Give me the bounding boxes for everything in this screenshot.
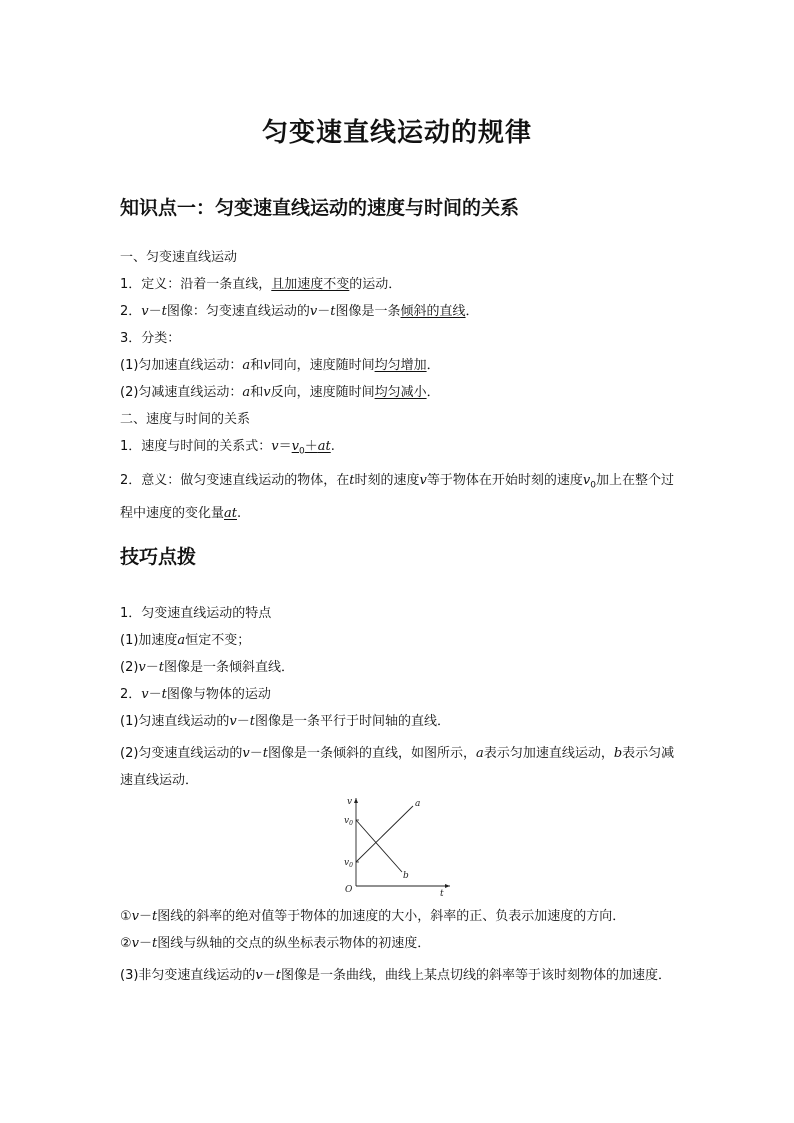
uniform-motion-line	[120, 713, 450, 731]
circled-2: ②	[120, 936, 132, 951]
text: (2)匀变速直线运动的	[120, 746, 243, 761]
subscript-0: 0	[590, 480, 596, 491]
var-v: v	[419, 473, 427, 488]
definition-line	[120, 276, 401, 294]
dec-and: 和	[250, 385, 264, 400]
line-a-label: a	[415, 799, 421, 809]
v-axis-arrow	[354, 798, 358, 803]
var-t: t	[152, 936, 158, 951]
var-v: v	[141, 687, 149, 702]
var-v: v	[263, 358, 271, 373]
meaning-text: 等于物体在开始时刻的速度	[426, 473, 583, 488]
text: (3)非匀变速直线运动的	[120, 968, 256, 983]
acc-end: ．	[426, 358, 440, 373]
t-axis-label: t	[440, 889, 444, 898]
minus: －	[262, 968, 276, 983]
section1-heading: 知识点一：匀变速直线运动的速度与时间的关系	[120, 197, 520, 219]
var-a: a	[177, 633, 186, 648]
feature-text: 恒定不变；	[185, 633, 251, 648]
vt-motion-title	[120, 686, 271, 704]
var-v: v	[131, 936, 140, 951]
v-axis-label: v	[347, 797, 353, 807]
formula-key	[291, 439, 331, 457]
var-a: a	[242, 385, 251, 400]
text: 图线的斜率的绝对值等于物体的加速度的大小，斜率的正、负表示加速度的方向．	[157, 909, 626, 924]
vt-end: ．	[465, 304, 479, 319]
feature-text: 图像是一条倾斜直线．	[164, 660, 295, 675]
uniform-acceleration-line	[120, 357, 440, 375]
tick-sub: 0	[349, 862, 353, 869]
minus: －	[139, 936, 153, 951]
minus: －	[317, 304, 331, 319]
minus: －	[148, 304, 162, 319]
meaning-text: 加上在整个过程中速度的变化量	[120, 473, 675, 521]
variable-motion-paragraph	[120, 740, 676, 794]
minus: －	[139, 909, 153, 924]
circled-1: ①	[120, 909, 132, 924]
var-v: v	[138, 660, 146, 675]
meaning-text: 2．意义：做匀变速直线运动的物体，在	[120, 473, 350, 488]
formula-text: 1．速度与时间的关系式：	[120, 439, 272, 454]
dec-end: ．	[426, 385, 440, 400]
page-title: 匀变速直线运动的规律	[261, 118, 532, 148]
dec-key: 均匀减小	[374, 385, 427, 400]
var-t: t	[152, 909, 158, 924]
var-v: v	[255, 968, 263, 983]
var-t: t	[349, 473, 355, 488]
acc-key: 均匀增加	[374, 358, 427, 373]
line-b	[356, 820, 402, 872]
var-t: t	[158, 660, 165, 675]
t-axis-arrow	[445, 884, 450, 888]
var-t: t	[161, 304, 167, 319]
meaning-text: 时刻的速度	[354, 473, 420, 488]
vt-image-line	[120, 303, 479, 321]
var-a: a	[242, 358, 251, 373]
var-t: t	[262, 746, 269, 761]
upper-tick-label	[344, 816, 353, 827]
var-v: v	[229, 714, 237, 729]
text: 图像是一条倾斜的直线，如图所示，	[268, 746, 477, 761]
meaning-end: .	[237, 505, 242, 521]
vt-num: 2．	[120, 304, 142, 319]
var-v: v	[271, 439, 279, 454]
var-at: at	[317, 439, 331, 454]
text: 图像是一条曲线，曲线上某点切线的斜率等于该时刻物体的加速度．	[281, 968, 672, 983]
conclusion-1-line	[120, 908, 625, 926]
conclusion-2-line	[120, 935, 430, 953]
features-title: 1．匀变速直线运动的特点	[120, 606, 272, 621]
origin-label: O	[345, 885, 353, 895]
minus: －	[236, 714, 250, 729]
feature-2-line	[120, 659, 294, 677]
vt-text: 图像：匀变速直线运动的	[166, 304, 310, 319]
text: 表示匀减速直线运动．	[120, 746, 675, 788]
definition-text: 1．定义：沿着一条直线，	[120, 277, 272, 292]
minus: －	[145, 660, 159, 675]
var-v: v	[131, 909, 140, 924]
var-at: at	[224, 505, 237, 521]
lower-tick-label	[344, 858, 353, 869]
vt-text: 图像是一条	[335, 304, 401, 319]
formula-line	[120, 438, 335, 461]
var-t: t	[330, 304, 336, 319]
var-v: v	[141, 304, 149, 319]
meaning-paragraph	[120, 467, 676, 527]
definition-key: 且加速度不变	[271, 277, 350, 292]
var-v: v	[263, 385, 271, 400]
line-a	[356, 806, 413, 862]
text: (1)匀速直线运动的	[120, 714, 230, 729]
title-text: 图像与物体的运动	[166, 687, 271, 702]
tick-v: v	[344, 858, 350, 868]
var-v: v	[309, 304, 318, 319]
acc-and: 和	[250, 358, 264, 373]
equals: ＝	[278, 439, 292, 454]
tick-sub: 0	[349, 820, 353, 827]
tick-v: v	[344, 816, 350, 826]
classification-title: 3．分类：	[120, 331, 181, 346]
var-v0: v	[291, 439, 300, 454]
var-t: t	[249, 714, 256, 729]
var-b: b	[613, 746, 623, 761]
acc-text: 同向，速度随时间	[270, 358, 375, 373]
var-v: v	[242, 746, 250, 761]
text: 图线与纵轴的交点的纵坐标表示物体的初速度．	[157, 936, 431, 951]
minus: －	[249, 746, 263, 761]
formula-end: .	[330, 439, 335, 454]
section2-heading: 技巧点拨	[120, 546, 197, 568]
text: 表示匀加速直线运动，	[483, 746, 614, 761]
feature-text: (1)加速度	[120, 633, 178, 648]
dec-text: 反向，速度随时间	[270, 385, 375, 400]
num: 2．	[120, 687, 142, 702]
nonuniform-motion-paragraph	[120, 962, 676, 989]
uniform-deceleration-line	[120, 384, 440, 402]
acc-text: (1)匀加速直线运动：	[120, 358, 243, 373]
plus: ＋	[304, 439, 318, 454]
feature-1-line	[120, 632, 250, 650]
definition-end: 的运动．	[349, 277, 402, 292]
dec-text: (2)匀减速直线运动：	[120, 385, 243, 400]
line-b-label: b	[403, 871, 409, 881]
feature-text: (2)	[120, 660, 139, 675]
subscript-0: 0	[299, 446, 305, 457]
var-t: t	[275, 968, 282, 983]
part1-title: 一、匀变速直线运动	[120, 250, 238, 265]
vt-key: 倾斜的直线	[400, 304, 466, 319]
var-t: t	[161, 687, 167, 702]
var-a: a	[476, 746, 484, 761]
var-v0: v	[582, 473, 591, 488]
vt-graph-figure	[340, 792, 454, 898]
text: 图像是一条平行于时间轴的直线．	[255, 714, 451, 729]
part2-title: 二、速度与时间的关系	[120, 412, 251, 427]
minus: －	[148, 687, 162, 702]
